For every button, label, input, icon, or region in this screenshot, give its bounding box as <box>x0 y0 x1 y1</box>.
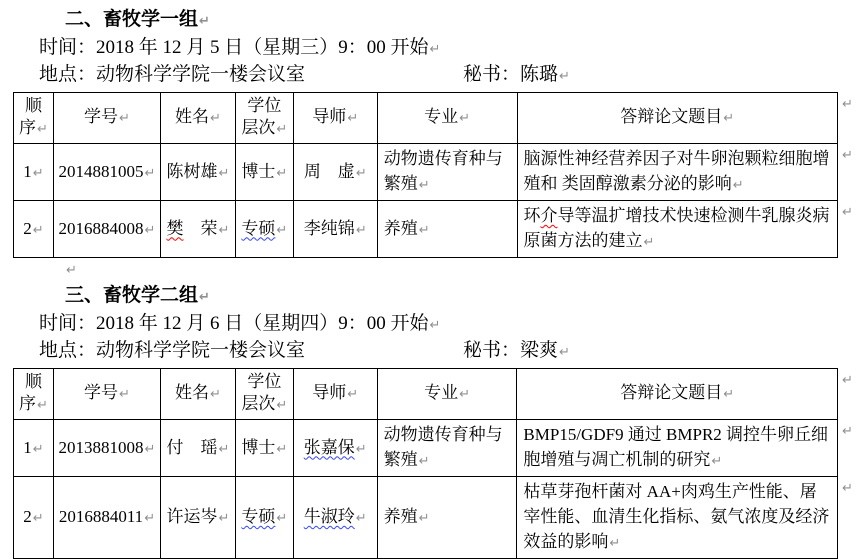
location-text: 地点：动物科学学院一楼会议室 <box>39 340 306 361</box>
cell-order <box>14 420 54 477</box>
section-2 <box>0 260 856 559</box>
header-row <box>14 369 856 420</box>
cell-degree <box>235 477 293 559</box>
cell-major <box>377 477 517 559</box>
cell-degree <box>235 201 293 258</box>
cell-text: 答辩论文题目 <box>620 107 723 126</box>
header-name <box>160 93 235 144</box>
cell-text: 导等温扩增技术快速检测牛乳腺炎病原菌方法的建立 <box>523 206 830 250</box>
cell-text: 2013881008 <box>58 437 144 457</box>
section-2-time-line <box>39 311 856 338</box>
return-mark: ↵ <box>841 423 853 439</box>
cell-name <box>160 201 235 258</box>
defense-table-1 <box>13 92 856 258</box>
cell-text: 学号 <box>84 383 118 402</box>
return-mark: ↵ <box>276 165 288 181</box>
header-title <box>517 93 837 144</box>
cell-text: 枯草芽孢杆菌对 AA+肉鸡生产性能、屠宰性能、血清生化指标、氨气浓度及经济效益的影响 <box>523 482 830 551</box>
cell-text: 博士 <box>241 161 276 181</box>
return-mark: ↵ <box>841 204 853 220</box>
secretary-text: 秘书：梁爽 <box>463 340 559 361</box>
return-mark: ↵ <box>355 165 367 181</box>
cell-text: 学位层次 <box>241 372 282 413</box>
return-mark: ↵ <box>559 69 570 84</box>
cell-text: 2016884011 <box>58 507 144 526</box>
return-mark: ↵ <box>723 387 735 402</box>
return-mark: ↵ <box>459 111 471 126</box>
return-mark: ↵ <box>218 441 230 457</box>
secretary-label <box>463 338 570 365</box>
cell-text: 顺序 <box>19 372 42 413</box>
return-mark: ↵ <box>723 111 735 126</box>
cell-text: 脑源性神经营养因子对牛卵泡颗粒细胞增殖和 类固醇激素分泌的影响 <box>523 149 830 193</box>
return-mark: ↵ <box>32 511 44 526</box>
cell-text: 2016884008 <box>58 218 144 238</box>
return-mark: ↵ <box>37 398 48 413</box>
return-mark: ↵ <box>276 122 288 137</box>
cell-text: 专业 <box>424 383 459 402</box>
secretary-text: 秘书：陈璐 <box>463 64 559 85</box>
header-order <box>14 369 54 420</box>
return-mark: ↵ <box>218 222 230 238</box>
cell-title <box>517 201 837 258</box>
cell-advisor <box>293 144 377 201</box>
return-mark: ↵ <box>199 290 210 305</box>
table-row <box>14 477 856 559</box>
secretary-label <box>463 62 570 89</box>
section-title-text: 二、畜牧学一组 <box>65 9 199 30</box>
cell-name <box>160 420 235 477</box>
row-end-mark-cell <box>837 144 855 201</box>
header-advisor <box>293 93 377 144</box>
cell-student_id <box>53 420 160 477</box>
cell-text: 动物遗传育种与繁殖 <box>383 425 503 469</box>
header-advisor <box>293 369 377 420</box>
return-mark: ↵ <box>841 147 853 163</box>
cell-text: 陈树雄 <box>166 161 218 181</box>
cell-major <box>377 144 517 201</box>
wavy-underlined-text: 专硕 <box>241 218 276 238</box>
cell-text: 顺序 <box>19 96 42 137</box>
cell-text: 导师 <box>312 383 347 402</box>
defense-table-2 <box>13 368 856 559</box>
return-mark: ↵ <box>559 345 570 360</box>
return-mark: ↵ <box>347 387 359 402</box>
cell-text: BMP15/GDF9 通过 BMPR2 调控牛卵丘细胞增殖与凋亡机制的研究 <box>523 425 829 469</box>
return-mark: ↵ <box>119 387 130 402</box>
return-mark: ↵ <box>429 42 441 57</box>
cell-degree <box>235 420 293 477</box>
return-mark: ↵ <box>429 318 441 333</box>
header-title <box>517 369 838 420</box>
table-row <box>14 420 856 477</box>
section-1 <box>0 6 856 258</box>
return-mark: ↵ <box>32 222 44 238</box>
return-mark: ↵ <box>218 165 230 181</box>
row-end-mark-cell <box>837 369 855 420</box>
cell-title <box>517 144 837 201</box>
cell-text: 2014881005 <box>58 161 144 181</box>
cell-advisor <box>293 477 377 559</box>
cell-text: 博士 <box>241 437 276 457</box>
cell-advisor <box>293 420 377 477</box>
empty-paragraph <box>65 260 856 282</box>
cell-text: 1 <box>23 437 32 457</box>
return-mark: ↵ <box>209 387 221 402</box>
cell-text: 许运岑 <box>166 507 218 526</box>
section-2-title <box>65 282 856 311</box>
return-mark: ↵ <box>276 441 288 457</box>
cell-text: 导师 <box>312 107 347 126</box>
return-mark: ↵ <box>209 111 221 126</box>
return-mark: ↵ <box>355 441 367 457</box>
cell-text: 荣 <box>183 218 218 238</box>
return-mark: ↵ <box>459 387 470 402</box>
cell-name <box>160 144 235 201</box>
section-title-text: 三、畜牧学二组 <box>65 285 199 306</box>
cell-title <box>517 477 838 559</box>
header-name <box>160 369 235 420</box>
cell-major <box>377 420 517 477</box>
cell-student_id <box>53 144 160 201</box>
cell-order <box>14 144 54 201</box>
return-mark: ↵ <box>144 511 156 526</box>
header-degree <box>235 93 293 144</box>
cell-student_id <box>53 201 160 258</box>
return-mark: ↵ <box>144 165 156 181</box>
cell-text: 动物遗传育种与繁殖 <box>383 149 503 193</box>
header-row <box>14 93 856 144</box>
cell-major <box>377 201 517 258</box>
cell-student_id <box>53 477 160 559</box>
cell-text: 专业 <box>424 107 459 126</box>
table-row <box>14 144 856 201</box>
cell-text: 1 <box>23 161 32 181</box>
cell-text: 学号 <box>84 107 118 126</box>
cell-text: 养殖 <box>383 507 418 526</box>
header-order <box>14 93 54 144</box>
cell-text: 周 虚 <box>303 161 355 181</box>
cell-advisor <box>293 201 377 258</box>
cell-text: 姓名 <box>174 107 209 126</box>
return-mark: ↵ <box>66 263 77 278</box>
row-end-mark-cell <box>837 201 855 258</box>
cell-order <box>14 477 54 559</box>
cell-text: 答辩论文题目 <box>620 383 723 402</box>
return-mark: ↵ <box>418 178 430 193</box>
cell-text: 2 <box>23 507 32 526</box>
header-degree <box>235 369 293 420</box>
section-1-time-line <box>39 35 856 62</box>
return-mark: ↵ <box>347 111 359 126</box>
wavy-underlined-text: 张嘉保 <box>303 437 355 457</box>
return-mark: ↵ <box>276 398 288 413</box>
header-major <box>377 369 517 420</box>
row-end-mark-cell <box>837 93 855 144</box>
cell-text: 姓名 <box>174 383 209 402</box>
header-student_id <box>53 369 160 420</box>
cell-text: 李纯锦 <box>303 218 355 238</box>
time-text: 时间：2018 年 12 月 5 日（星期三）9：00 开始 <box>39 37 429 58</box>
row-end-mark-cell <box>837 477 855 559</box>
section-2-location-line <box>39 338 856 363</box>
row-end-mark-cell <box>837 420 855 477</box>
cell-text: 养殖 <box>383 218 418 238</box>
return-mark: ↵ <box>841 372 853 388</box>
return-mark: ↵ <box>218 511 230 526</box>
return-mark: ↵ <box>418 511 430 526</box>
return-mark: ↵ <box>711 454 723 469</box>
return-mark: ↵ <box>276 222 288 238</box>
wavy-underlined-text: 介 <box>540 206 558 225</box>
cell-degree <box>235 144 293 201</box>
cell-name <box>160 477 235 559</box>
wavy-underlined-text: 专硕 <box>241 507 276 526</box>
return-mark: ↵ <box>643 235 655 250</box>
table-row <box>14 201 856 258</box>
section-1-location-line <box>39 62 856 87</box>
return-mark: ↵ <box>609 536 621 551</box>
return-mark: ↵ <box>199 14 210 29</box>
cell-title <box>517 420 838 477</box>
return-mark: ↵ <box>418 222 430 238</box>
return-mark: ↵ <box>355 511 367 526</box>
return-mark: ↵ <box>32 441 44 457</box>
wavy-underlined-text: 牛淑玲 <box>303 507 355 526</box>
header-major <box>377 93 517 144</box>
return-mark: ↵ <box>841 480 853 496</box>
return-mark: ↵ <box>418 454 430 469</box>
location-text: 地点：动物科学学院一楼会议室 <box>39 64 306 85</box>
section-1-title <box>65 6 856 35</box>
return-mark: ↵ <box>276 511 288 526</box>
return-mark: ↵ <box>37 122 48 137</box>
return-mark: ↵ <box>355 222 367 238</box>
return-mark: ↵ <box>32 165 44 181</box>
cell-text: 学位层次 <box>241 96 282 137</box>
cell-order <box>14 201 54 258</box>
return-mark: ↵ <box>732 178 744 193</box>
cell-text: 付 瑶 <box>166 437 218 457</box>
return-mark: ↵ <box>841 96 853 112</box>
time-text: 时间：2018 年 12 月 6 日（星期四）9：00 开始 <box>39 313 429 334</box>
header-student_id <box>53 93 160 144</box>
wavy-underlined-text: 樊 <box>166 218 184 238</box>
return-mark: ↵ <box>144 222 156 238</box>
return-mark: ↵ <box>119 111 130 126</box>
cell-text: 2 <box>23 218 32 238</box>
return-mark: ↵ <box>144 441 156 457</box>
cell-text: 环 <box>523 206 541 225</box>
